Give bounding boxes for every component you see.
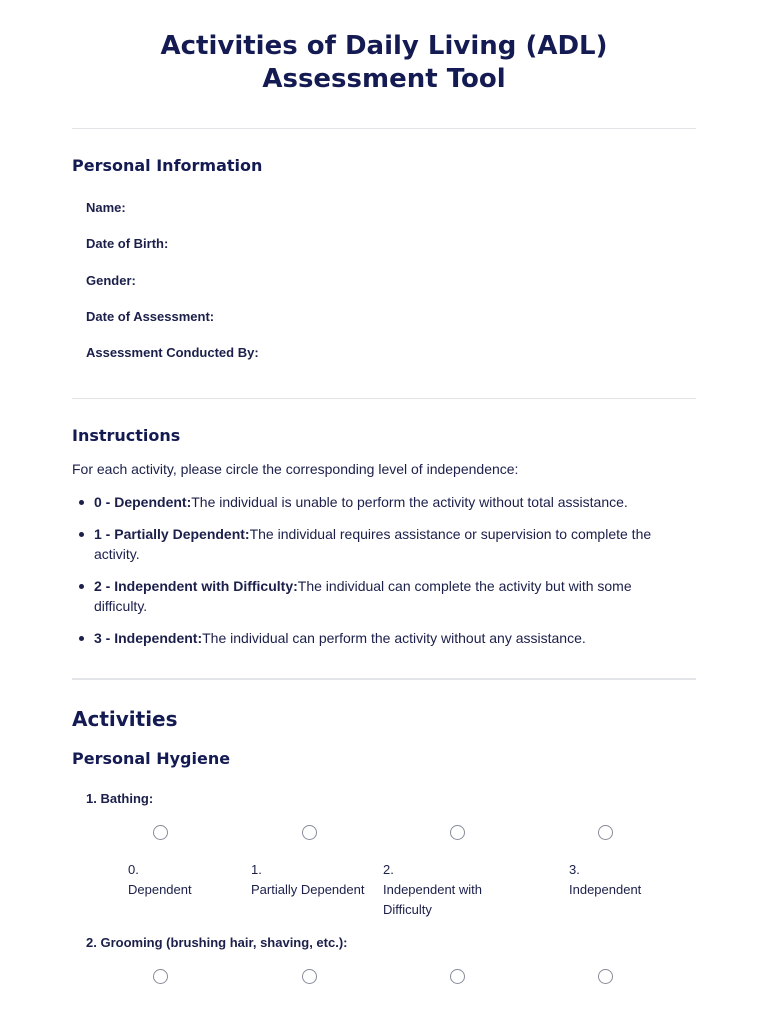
option-num: 0. — [128, 862, 139, 877]
list-item — [72, 524, 682, 564]
bathing-radio-3[interactable] — [598, 825, 613, 840]
option-label-2 — [383, 860, 503, 920]
name-field-label: Name: — [86, 200, 126, 215]
activities-heading: Activities — [72, 707, 178, 731]
level-desc: The individual can complete the activity but with some difficulty. — [94, 578, 632, 614]
level-term: 3 - Independent: — [94, 630, 203, 646]
option-num: 1. — [251, 862, 262, 877]
personal-info-heading: Personal Information — [72, 156, 263, 175]
option-label-3 — [569, 860, 679, 900]
instructions-intro: For each activity, please circle the corresponding level of independence: — [72, 461, 519, 477]
level-term: 2 - Independent with Difficulty: — [94, 578, 298, 594]
list-item — [72, 576, 682, 616]
grooming-radio-0[interactable] — [153, 969, 168, 984]
option-num: 2. — [383, 862, 394, 877]
divider — [72, 128, 696, 129]
assessment-date-field-label: Date of Assessment: — [86, 309, 215, 324]
title-line-1: Activities of Daily Living (ADL) — [160, 31, 608, 61]
option-num: 3. — [569, 862, 580, 877]
question-bathing: 1. Bathing: — [86, 791, 154, 806]
divider — [72, 398, 696, 399]
bathing-radio-1[interactable] — [302, 825, 317, 840]
gender-field-label: Gender: — [86, 273, 136, 288]
level-term: 0 - Dependent: — [94, 494, 192, 510]
list-item — [72, 628, 682, 648]
grooming-radio-1[interactable] — [302, 969, 317, 984]
divider — [72, 678, 696, 680]
question-grooming: 2. Grooming (brushing hair, shaving, etc.): — [86, 935, 348, 950]
option-text: Dependent — [128, 882, 192, 897]
level-desc: The individual can perform the activity without any assistance. — [202, 630, 586, 646]
bullet-icon — [79, 500, 84, 505]
list-item — [72, 492, 682, 512]
option-text: Independent with Difficulty — [383, 882, 483, 917]
title-line-2: Assessment Tool — [262, 64, 506, 94]
bathing-radio-2[interactable] — [450, 825, 465, 840]
option-text: Independent — [569, 882, 642, 897]
conducted-by-field-label: Assessment Conducted By: — [86, 345, 259, 360]
option-text: Partially Dependent — [251, 882, 365, 897]
personal-hygiene-heading: Personal Hygiene — [72, 749, 231, 768]
option-label-0 — [128, 860, 238, 900]
option-label-1 — [251, 860, 376, 900]
level-term: 1 - Partially Dependent: — [94, 526, 250, 542]
bathing-radio-0[interactable] — [153, 825, 168, 840]
dob-field-label: Date of Birth: — [86, 236, 169, 251]
level-desc: The individual requires assistance or supervision to complete the activity. — [94, 526, 652, 562]
bullet-icon — [79, 636, 84, 641]
bullet-icon — [79, 584, 84, 589]
instructions-heading: Instructions — [72, 426, 181, 445]
bullet-icon — [79, 532, 84, 537]
grooming-radio-3[interactable] — [598, 969, 613, 984]
levels-list — [72, 492, 682, 660]
page-title — [0, 30, 768, 96]
level-desc: The individual is unable to perform the activity without total assistance. — [191, 494, 628, 510]
grooming-radio-2[interactable] — [450, 969, 465, 984]
